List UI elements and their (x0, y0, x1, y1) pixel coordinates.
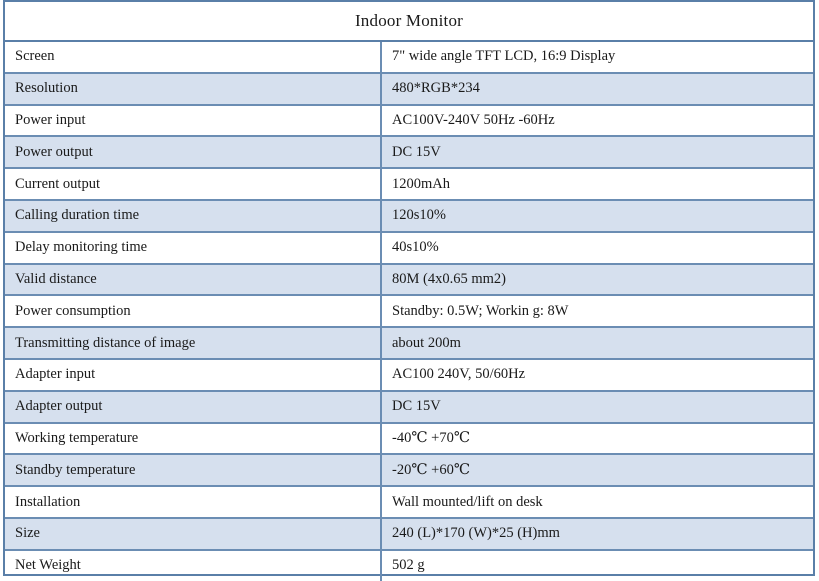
spec-label: Resolution (5, 73, 381, 105)
table-row (5, 232, 813, 264)
table-row (5, 105, 813, 137)
spec-value: 120s10% (381, 200, 813, 232)
spec-label: Size (5, 518, 381, 550)
table-row (5, 168, 813, 200)
spec-label: Current output (5, 168, 381, 200)
spec-label: Screen (5, 42, 381, 73)
sheet-title: Indoor Monitor (5, 2, 813, 42)
spec-label: Power input (5, 105, 381, 137)
spec-label: Delay monitoring time (5, 232, 381, 264)
spec-value: 80M (4x0.65 mm2) (381, 264, 813, 296)
spec-label: Working temperature (5, 423, 381, 455)
table-row (5, 423, 813, 455)
spec-label: Valid distance (5, 264, 381, 296)
spec-label: Adapter input (5, 359, 381, 391)
spec-value: 1200mAh (381, 168, 813, 200)
table-row (5, 391, 813, 423)
spec-value: 480*RGB*234 (381, 73, 813, 105)
table-row (5, 136, 813, 168)
spec-value: DC 15V (381, 391, 813, 423)
table-row (5, 42, 813, 73)
spec-label: Transmitting distance of image (5, 327, 381, 359)
table-row (5, 454, 813, 486)
table-row (5, 550, 813, 581)
spec-value: 40s10% (381, 232, 813, 264)
table-row (5, 518, 813, 550)
spec-label: Net Weight (5, 550, 381, 581)
spec-label: Calling duration time (5, 200, 381, 232)
spec-value: Standby: 0.5W; Workin g: 8W (381, 295, 813, 327)
spec-value: about 200m (381, 327, 813, 359)
table-row (5, 73, 813, 105)
spec-value: AC100V-240V 50Hz -60Hz (381, 105, 813, 137)
table-row (5, 327, 813, 359)
spec-label: Installation (5, 486, 381, 518)
spec-value: 502 g (392, 557, 425, 574)
table-row (5, 486, 813, 518)
table-row (5, 200, 813, 232)
spec-value: DC 15V (381, 136, 813, 168)
spec-value: Wall mounted/lift on desk (381, 486, 813, 518)
spec-value: -40℃ +70℃ (381, 423, 813, 455)
spec-value: 240 (L)*170 (W)*25 (H)mm (381, 518, 813, 550)
spec-label: Adapter output (5, 391, 381, 423)
table-row (5, 359, 813, 391)
spec-label: Power output (5, 136, 381, 168)
spec-sheet (3, 0, 815, 576)
spec-label: Standby temperature (5, 454, 381, 486)
table-row (5, 295, 813, 327)
spec-value: -20℃ +60℃ (381, 454, 813, 486)
spec-label: Power consumption (5, 295, 381, 327)
spec-value: 7" wide angle TFT LCD, 16:9 Display (381, 42, 813, 73)
spec-value: AC100 240V, 50/60Hz (381, 359, 813, 391)
table-row (5, 264, 813, 296)
spec-table (5, 42, 813, 581)
